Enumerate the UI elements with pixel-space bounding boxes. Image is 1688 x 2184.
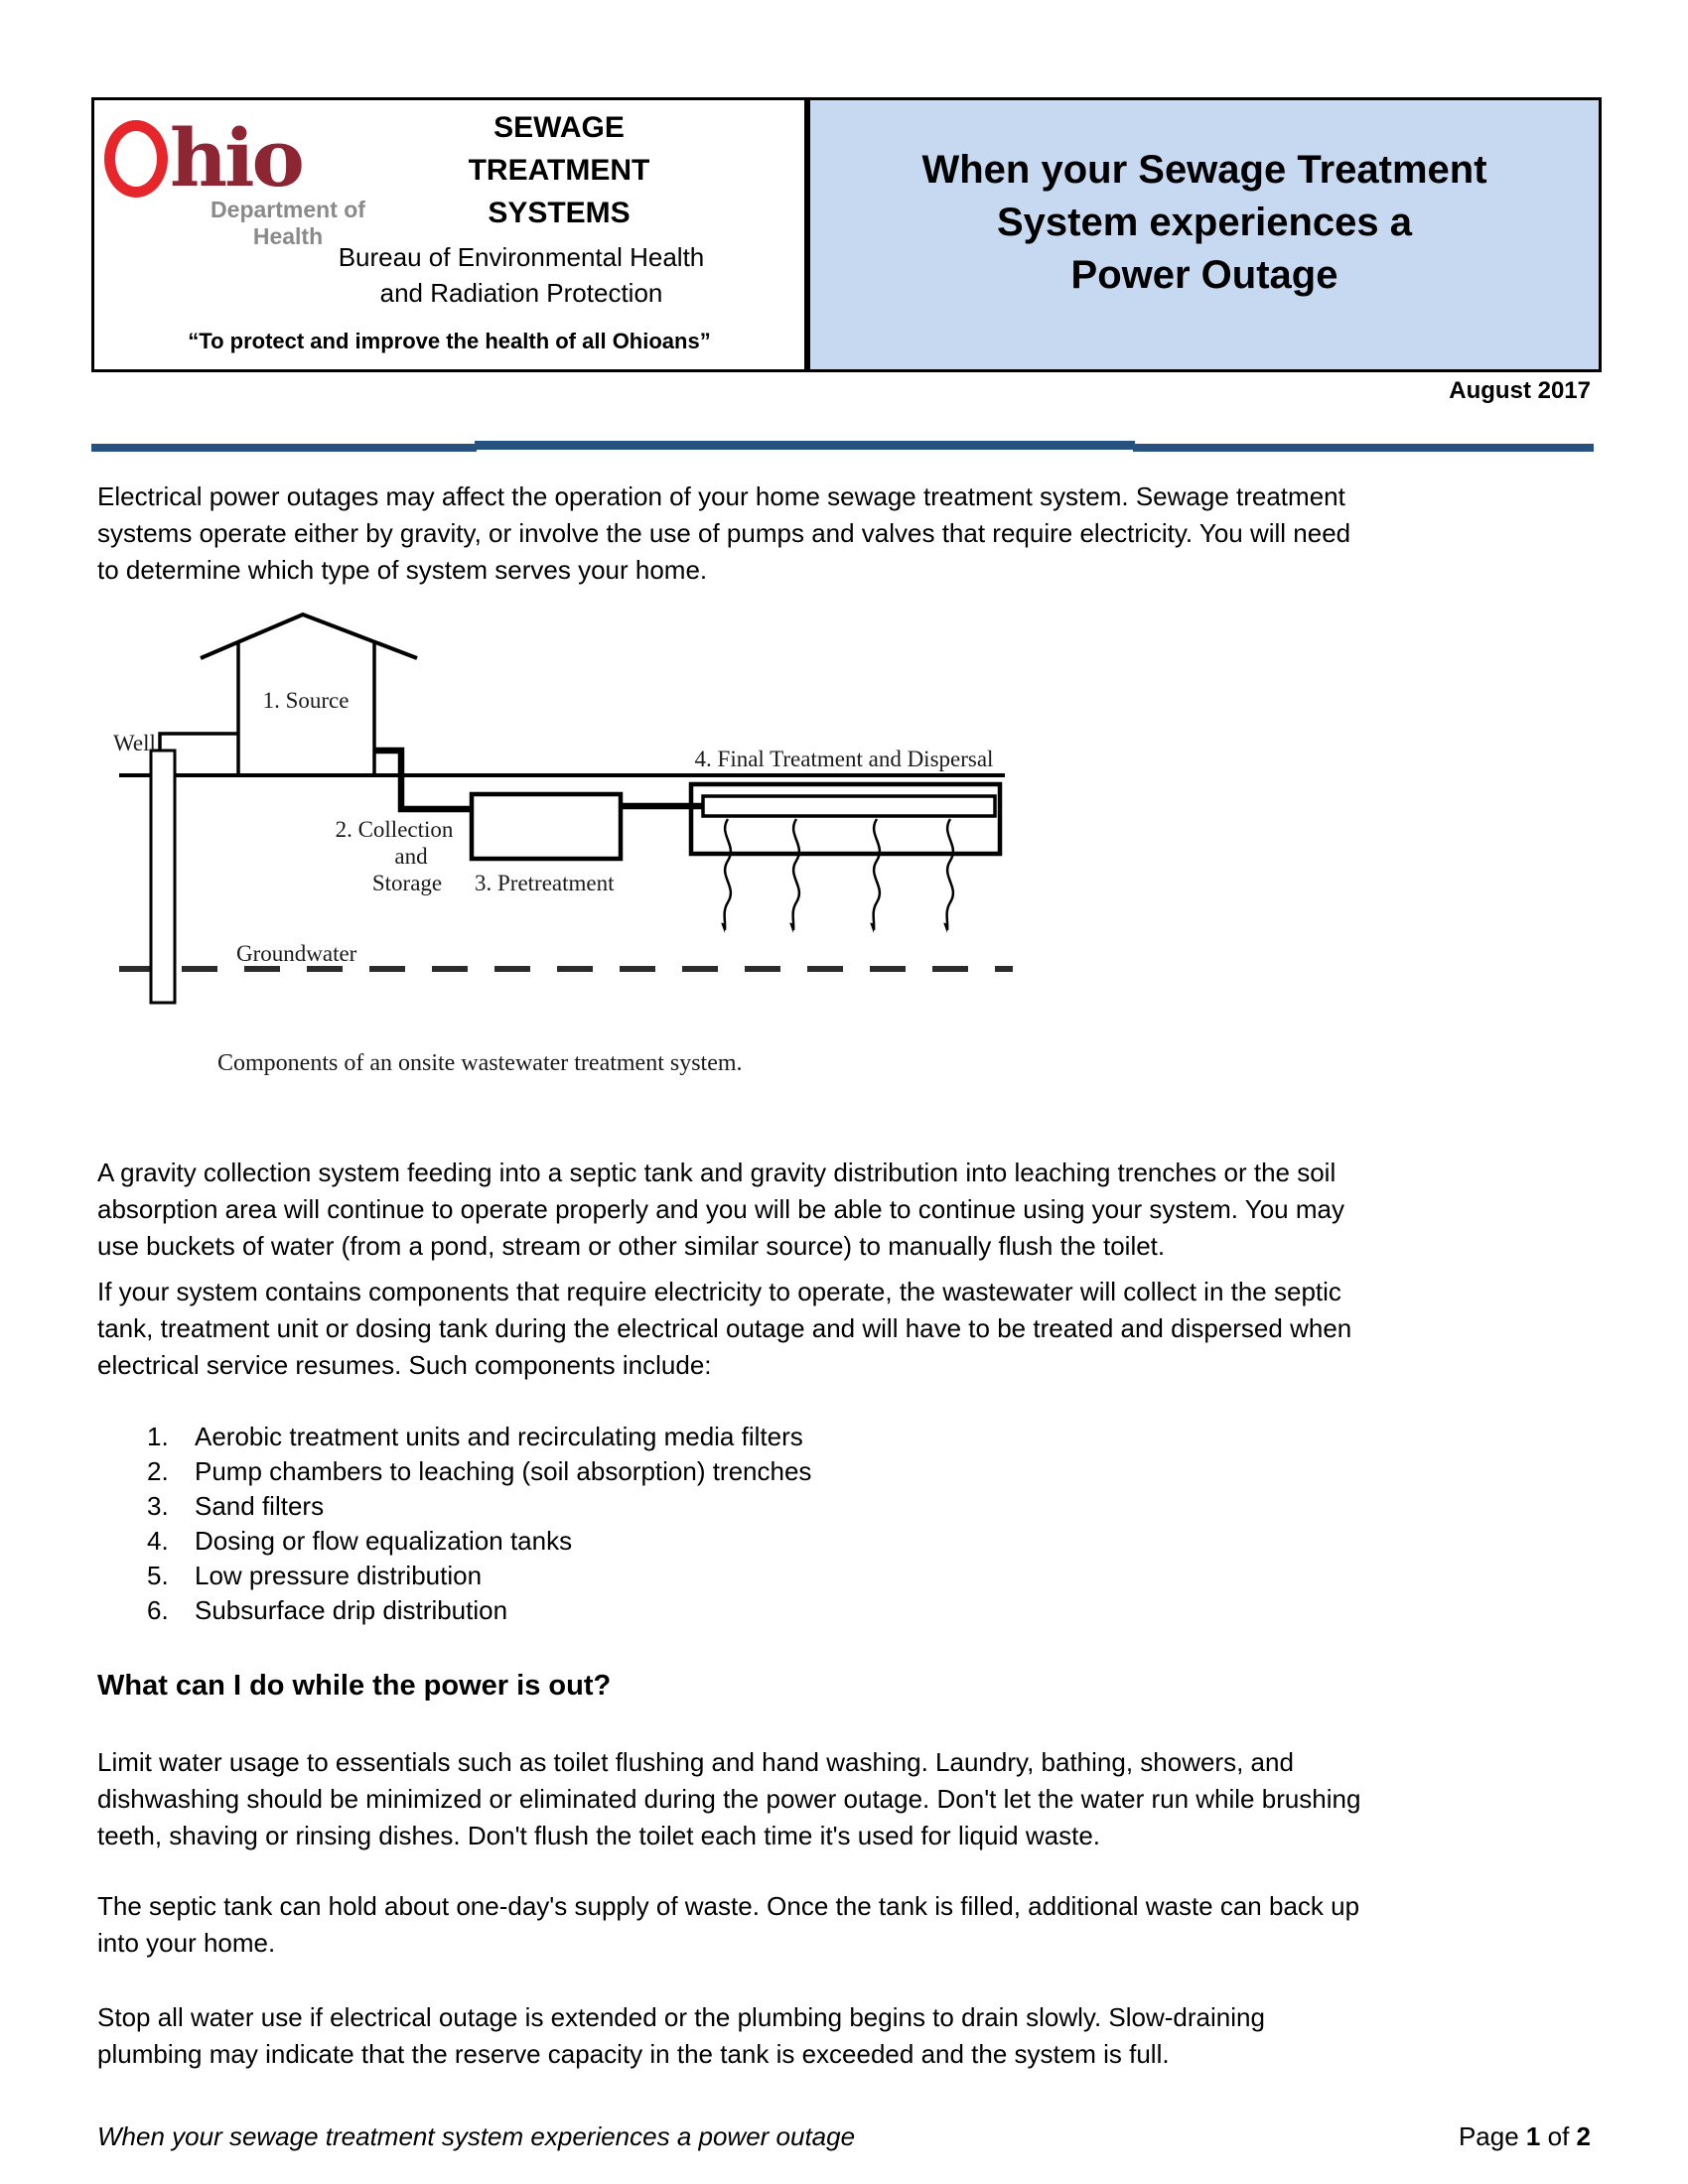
- list-item-text: Sand filters: [195, 1491, 325, 1521]
- list-item-number: 3.: [147, 1491, 169, 1521]
- stop-water-paragraph: [97, 1999, 1265, 2073]
- diagram-label-well: Well: [113, 731, 156, 755]
- ohio-logo-o-icon: [104, 120, 168, 198]
- footer-page-word: Page: [1458, 2121, 1519, 2151]
- footer-page-number: [1459, 2121, 1591, 2152]
- pretreatment-tank-shape: [472, 794, 621, 859]
- ohio-logo-wordmark: hio: [170, 111, 302, 205]
- program-title-line: SEWAGE: [493, 111, 625, 144]
- diagram-label-collection: Storage: [371, 871, 443, 895]
- divider-rule: [91, 444, 477, 452]
- list-item: [147, 1454, 811, 1489]
- list-item: [147, 1420, 811, 1454]
- limit-water-paragraph: [97, 1744, 1360, 1854]
- paragraph-line: Electrical power outages may affect the operation of your home sewage treatment system. Sewage treatment: [97, 481, 1345, 511]
- list-item-number: 4.: [147, 1526, 169, 1556]
- program-title-line: SYSTEMS: [488, 197, 631, 229]
- footer-document-title: When your sewage treatment system experiences a power outage: [97, 2121, 856, 2151]
- list-item-text: Aerobic treatment units and recirculating media filters: [195, 1422, 803, 1451]
- publication-date: August 2017: [1449, 377, 1591, 404]
- list-item-number: 5.: [147, 1561, 169, 1590]
- house-roof: [201, 614, 417, 658]
- diagram-label-collection: 2. Collection: [335, 817, 454, 842]
- list-item: [147, 1593, 811, 1628]
- ohio-department-of-health-logo: [104, 108, 302, 205]
- diagram-caption: Components of an onsite wastewater treatment system.: [217, 1050, 743, 1076]
- list-item-text: Pump chambers to leaching (soil absorption) trenches: [195, 1456, 812, 1486]
- paragraph-line: If your system contains components that require electricity to operate, the wastewater will collect in the septic: [97, 1277, 1341, 1306]
- list-item-number: 1.: [147, 1422, 169, 1451]
- logo-department-label: Department of Health: [211, 197, 365, 249]
- program-title-line: TREATMENT: [468, 154, 650, 187]
- paragraph-line: electrical service resumes. Such components include:: [97, 1350, 712, 1380]
- septic-capacity-paragraph: [97, 1888, 1359, 1962]
- footer-page-current: 1: [1525, 2121, 1541, 2151]
- diagram-label-source: 1. Source: [262, 688, 350, 713]
- paragraph-line: teeth, shaving or rinsing dishes. Don't flush the toilet each time it's used for liquid waste.: [97, 1821, 1101, 1850]
- diagram-label-final-treatment: 4. Final Treatment and Dispersal: [694, 747, 994, 771]
- paragraph-line: plumbing may indicate that the reserve capacity in the tank is exceeded and the system is full.: [97, 2039, 1170, 2069]
- divider-rule: [475, 441, 1135, 450]
- paragraph-line: tank, treatment unit or dosing tank during the electrical outage and will have to be treated and dispersed when: [97, 1313, 1352, 1343]
- gravity-paragraph: [97, 1155, 1344, 1265]
- diagram-label-collection: and: [394, 844, 428, 869]
- collection-pipe: [374, 751, 474, 809]
- diagram-canvas: [91, 596, 1035, 1092]
- bureau-name: [243, 239, 799, 311]
- components-list: [147, 1420, 811, 1628]
- agency-motto: “To protect and improve the health of all Ohioans”: [188, 329, 711, 353]
- diagram-label-pretreatment: 3. Pretreatment: [475, 871, 615, 895]
- water-supply-line: [160, 734, 238, 751]
- paragraph-line: Stop all water use if electrical outage is extended or the plumbing begins to drain slowly. Slow-draining: [97, 2002, 1265, 2032]
- list-item-number: 2.: [147, 1456, 169, 1486]
- well-shape: [151, 751, 175, 1003]
- diagram-label-groundwater: Groundwater: [236, 941, 357, 966]
- paragraph-line: systems operate either by gravity, or involve the use of pumps and valves that require electricity. You will need: [97, 518, 1351, 548]
- list-item: [147, 1489, 811, 1524]
- document-title-line: System experiences a: [996, 201, 1413, 244]
- document-title-box: [807, 97, 1602, 372]
- list-item-text: Dosing or flow equalization tanks: [195, 1526, 573, 1556]
- paragraph-line: Limit water usage to essentials such as toilet flushing and hand washing. Laundry, bathing, showers, and: [97, 1747, 1294, 1777]
- list-item-text: Low pressure distribution: [195, 1561, 483, 1590]
- paragraph-line: into your home.: [97, 1928, 276, 1958]
- divider-rule: [1133, 444, 1594, 452]
- list-item-number: 6.: [147, 1595, 169, 1625]
- paragraph-line: absorption area will continue to operate properly and you will be able to continue using your system. You may: [97, 1194, 1344, 1224]
- paragraph-line: A gravity collection system feeding into a septic tank and gravity distribution into leaching trenches or the soil: [97, 1158, 1336, 1187]
- footer-page-total: 2: [1576, 2121, 1591, 2151]
- intro-paragraph: [97, 478, 1350, 589]
- list-item: [147, 1559, 811, 1593]
- wastewater-system-diagram: [91, 596, 1035, 1092]
- document-title-line: Power Outage: [1070, 253, 1338, 297]
- program-title: [412, 106, 706, 234]
- paragraph-line: use buckets of water (from a pond, stream or other similar source) to manually flush the toilet.: [97, 1231, 1166, 1261]
- bureau-line: and Radiation Protection: [379, 278, 663, 308]
- paragraph-line: to determine which type of system serves your home.: [97, 555, 708, 585]
- distribution-pipe-shape: [703, 796, 995, 816]
- list-item: [147, 1524, 811, 1559]
- list-item-text: Subsurface drip distribution: [195, 1595, 508, 1625]
- agency-header-box: [91, 97, 807, 372]
- section-heading: What can I do while the power is out?: [97, 1670, 612, 1702]
- electric-components-paragraph: [97, 1274, 1351, 1384]
- document-title: [810, 100, 1599, 302]
- paragraph-line: The septic tank can hold about one-day's supply of waste. Once the tank is filled, additional waste can back up: [97, 1891, 1360, 1921]
- bureau-line: Bureau of Environmental Health: [338, 242, 705, 272]
- footer-of-word: of: [1547, 2121, 1570, 2151]
- document-title-line: When your Sewage Treatment: [921, 148, 1487, 192]
- paragraph-line: dishwashing should be minimized or eliminated during the power outage. Don't let the water run while brushing: [97, 1784, 1361, 1814]
